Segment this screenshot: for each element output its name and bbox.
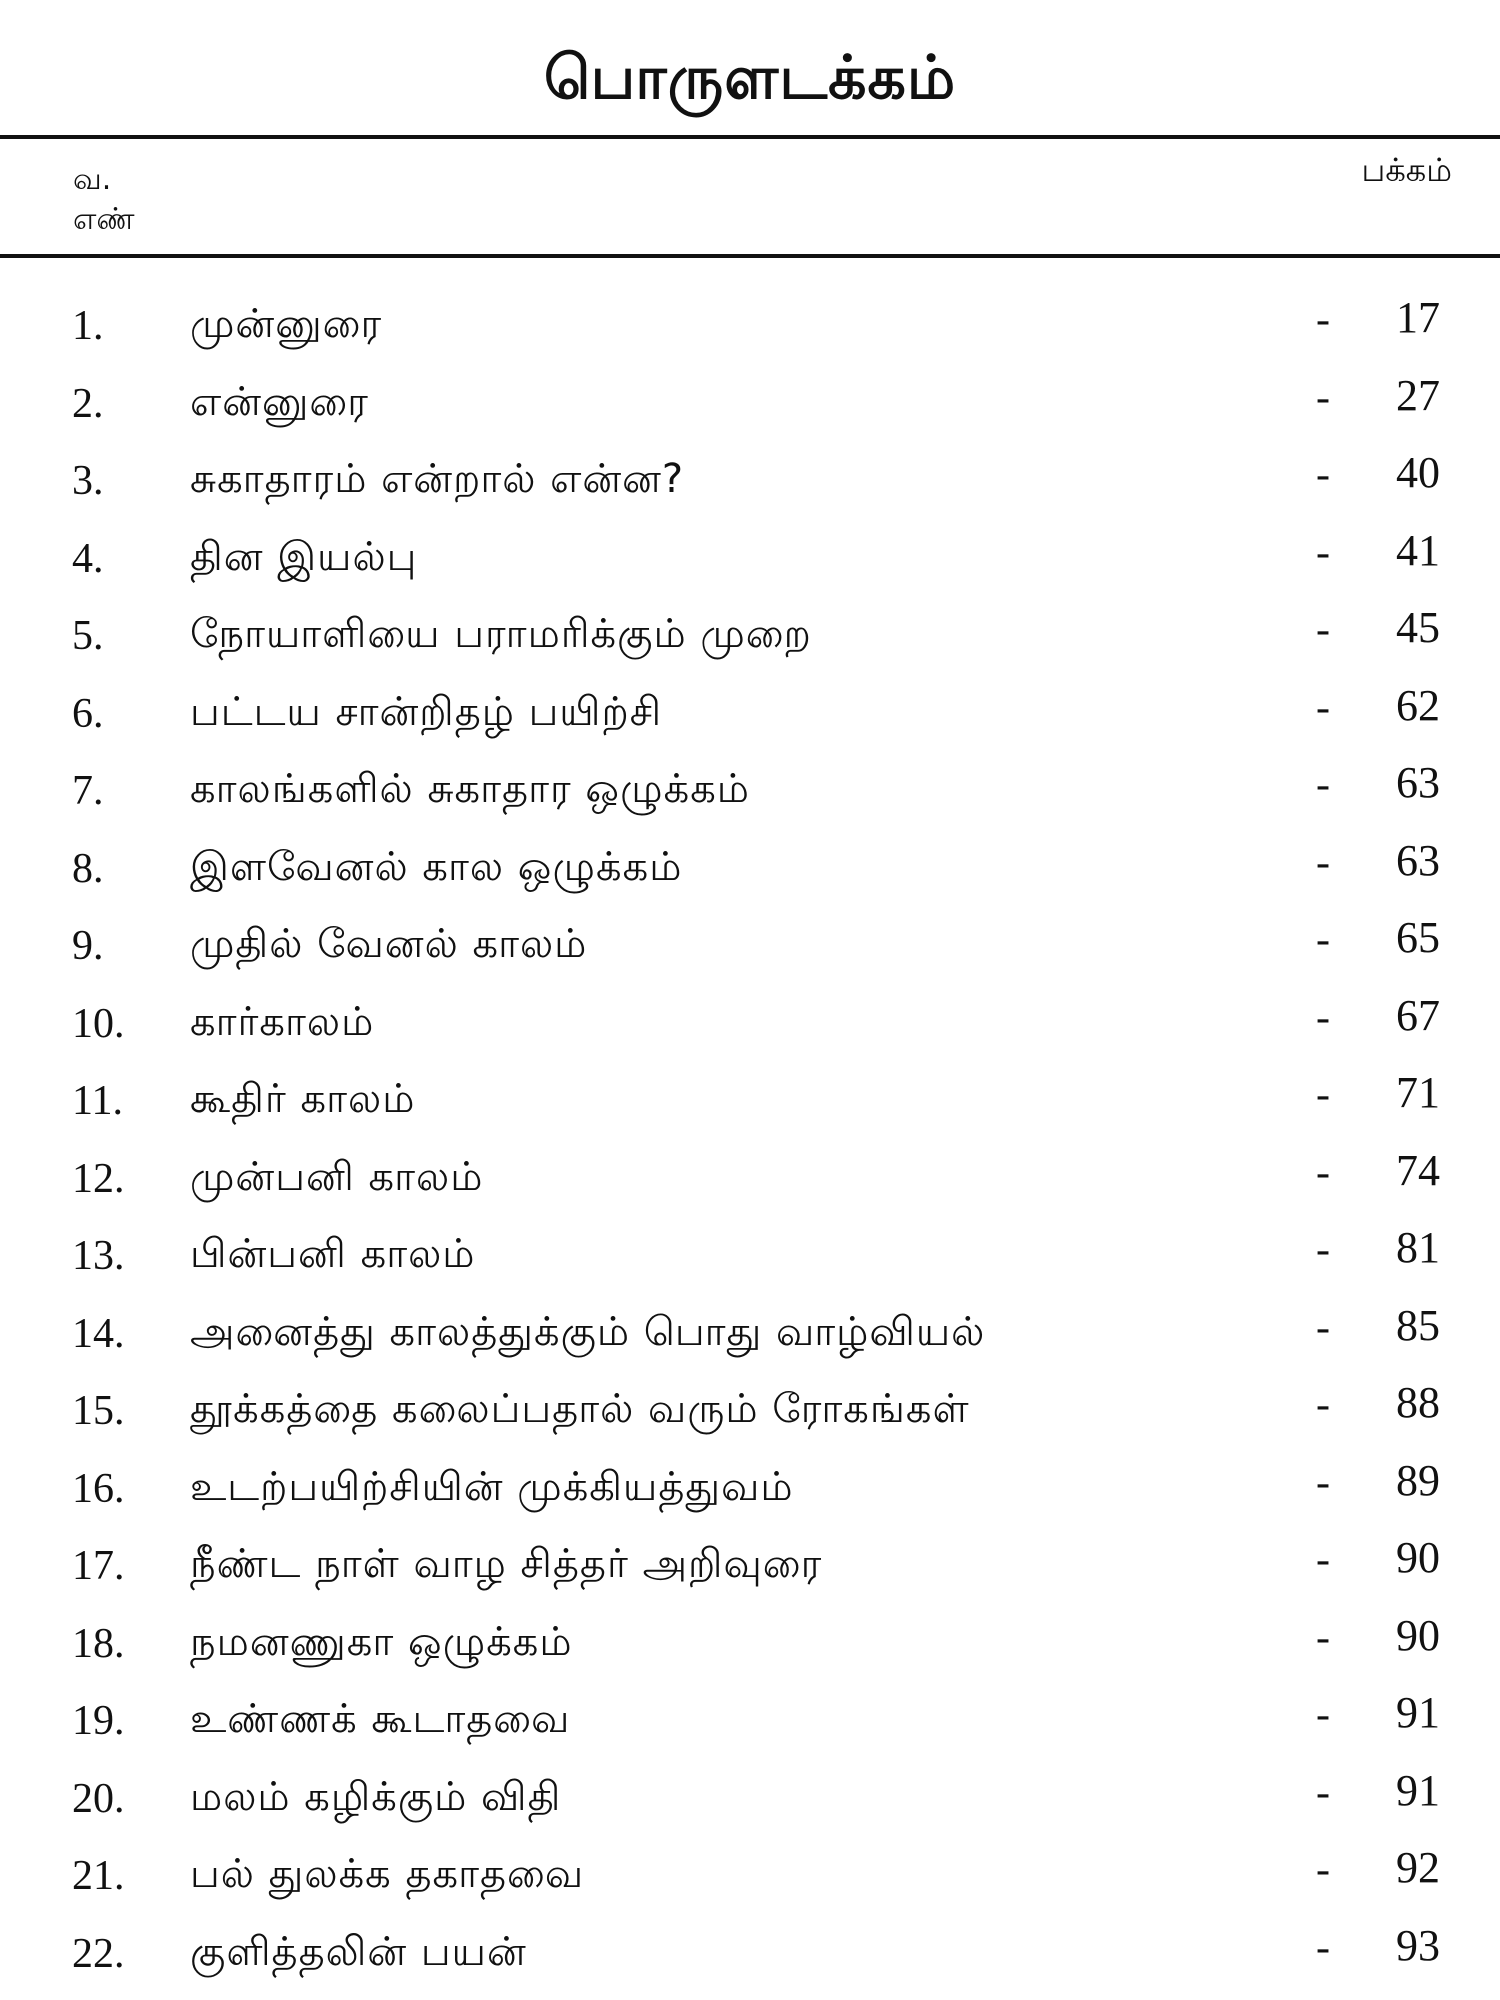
entry-page-number: 85 — [1396, 1300, 1440, 1350]
entry-number: 14. — [72, 1310, 125, 1357]
entry-separator: - — [1316, 374, 1330, 421]
toc-entry — [0, 366, 1500, 444]
entry-separator: - — [1316, 1459, 1330, 1506]
entry-title: தின இயல்பு — [190, 533, 418, 580]
entry-page-number: 89 — [1396, 1455, 1440, 1505]
entry-number: 19. — [72, 1698, 125, 1744]
entry-number: 15. — [72, 1388, 125, 1434]
entry-separator: - — [1316, 1149, 1330, 1196]
entry-title: முன்பனி காலம் — [190, 1153, 484, 1200]
entry-separator: - — [1316, 684, 1330, 731]
entry-title: உடற்பயிற்சியின் முக்கியத்துவம் — [190, 1463, 794, 1510]
entry-page-number: 91 — [1396, 1688, 1440, 1737]
serial-label-line1: வ. — [73, 162, 112, 197]
toc-entry — [0, 1141, 1500, 1219]
toc-entry — [0, 1373, 1500, 1451]
entry-number: 4. — [72, 535, 104, 582]
page-column-header: பக்கம் — [1361, 151, 1452, 189]
entry-number: 21. — [72, 1853, 125, 1899]
entry-page-number: 93 — [1396, 1920, 1440, 1970]
entry-page-number: 40 — [1396, 448, 1440, 497]
entry-page-number: 17 — [1396, 293, 1440, 342]
toc-entry — [0, 288, 1500, 366]
entry-page-number: 41 — [1396, 525, 1440, 575]
entry-separator: - — [1316, 917, 1330, 963]
toc-entry — [0, 1683, 1500, 1761]
entry-title: முதில் வேனல் காலம் — [190, 921, 588, 967]
toc-entry — [0, 753, 1500, 831]
entry-separator: - — [1316, 529, 1330, 576]
entry-page-number: 92 — [1396, 1843, 1440, 1892]
header-top-rule — [0, 135, 1500, 139]
entry-number: 16. — [72, 1465, 125, 1512]
entry-title: இளவேனல் கால ஒழுக்கம் — [190, 843, 683, 890]
toc-entry — [0, 1528, 1500, 1606]
entry-number: 5. — [72, 613, 104, 659]
entry-number: 1. — [72, 303, 104, 349]
entry-title: பல் துலக்க தகாதவை — [190, 1851, 585, 1897]
serial-label-line2: எண் — [73, 202, 135, 237]
toc-entry — [0, 598, 1500, 676]
serial-number-column-header — [73, 160, 135, 240]
entry-number: 10. — [72, 1000, 125, 1047]
entry-title: முன்னுரை — [190, 301, 383, 347]
header-bottom-rule — [0, 254, 1500, 258]
toc-entry — [0, 1296, 1500, 1374]
entry-separator: - — [1316, 607, 1330, 653]
entry-title: அனைத்து காலத்துக்கும் பொது வாழ்வியல் — [190, 1308, 986, 1355]
entry-page-number: 71 — [1396, 1068, 1440, 1117]
entry-separator: - — [1316, 762, 1330, 808]
entry-number: 17. — [72, 1543, 125, 1589]
page-title: பொருளடக்கம் — [543, 43, 957, 113]
entry-separator: - — [1316, 1924, 1330, 1971]
entry-page-number: 90 — [1396, 1533, 1440, 1582]
entry-title: பட்டய சான்றிதழ் பயிற்சி — [190, 688, 663, 735]
toc-entry — [0, 1606, 1500, 1684]
toc-entry — [0, 831, 1500, 909]
entry-separator: - — [1316, 839, 1330, 886]
table-of-contents — [0, 288, 1500, 1993]
entry-title: நமனணுகா ஒழுக்கம் — [190, 1618, 573, 1665]
entry-number: 7. — [72, 768, 104, 814]
entry-separator: - — [1316, 1382, 1330, 1428]
entry-page-number: 91 — [1396, 1765, 1440, 1815]
entry-title: உண்ணக் கூடாதவை — [190, 1696, 571, 1742]
entry-page-number: 45 — [1396, 603, 1440, 652]
entry-page-number: 81 — [1396, 1223, 1440, 1272]
entry-title: கார்காலம் — [190, 998, 375, 1045]
entry-number: 13. — [72, 1233, 125, 1279]
entry-title: சுகாதாரம் என்றால் என்ன? — [190, 456, 685, 502]
toc-entry — [0, 986, 1500, 1064]
entry-page-number: 63 — [1396, 758, 1440, 807]
entry-page-number: 74 — [1396, 1145, 1440, 1195]
entry-number: 9. — [72, 923, 104, 969]
entry-title: என்னுரை — [190, 378, 369, 425]
toc-entry — [0, 443, 1500, 521]
entry-number: 6. — [72, 690, 104, 737]
entry-separator: - — [1316, 1227, 1330, 1273]
toc-entry — [0, 1063, 1500, 1141]
entry-title: குளித்தலின் பயன் — [190, 1928, 527, 1975]
entry-number: 2. — [72, 380, 104, 427]
toc-entry — [0, 1916, 1500, 1994]
entry-title: தூக்கத்தை கலைப்பதால் வரும் ரோகங்கள் — [190, 1386, 970, 1432]
entry-number: 8. — [72, 845, 104, 892]
entry-page-number: 67 — [1396, 990, 1440, 1040]
entry-title: நீண்ட நாள் வாழ சித்தர் அறிவுரை — [190, 1541, 823, 1587]
toc-entry — [0, 676, 1500, 754]
entry-separator: - — [1316, 1692, 1330, 1738]
entry-separator: - — [1316, 452, 1330, 498]
entry-separator: - — [1316, 1304, 1330, 1351]
entry-separator: - — [1316, 1072, 1330, 1118]
entry-separator: - — [1316, 1769, 1330, 1816]
entry-page-number: 27 — [1396, 370, 1440, 420]
entry-title: பின்பனி காலம் — [190, 1231, 476, 1277]
entry-title: மலம் கழிக்கும் விதி — [190, 1773, 562, 1820]
toc-entry — [0, 908, 1500, 986]
entry-separator: - — [1316, 994, 1330, 1041]
entry-number: 22. — [72, 1930, 125, 1977]
entry-number: 3. — [72, 458, 104, 504]
entry-page-number: 63 — [1396, 835, 1440, 885]
entry-number: 12. — [72, 1155, 125, 1202]
entry-title: காலங்களில் சுகாதார ஒழுக்கம் — [190, 766, 750, 812]
entry-number: 20. — [72, 1775, 125, 1822]
entry-number: 18. — [72, 1620, 125, 1667]
entry-title: கூதிர் காலம் — [190, 1076, 416, 1122]
entry-separator: - — [1316, 1614, 1330, 1661]
entry-page-number: 88 — [1396, 1378, 1440, 1427]
entry-separator: - — [1316, 297, 1330, 343]
entry-page-number: 90 — [1396, 1610, 1440, 1660]
toc-entry — [0, 1761, 1500, 1839]
entry-page-number: 62 — [1396, 680, 1440, 730]
entry-separator: - — [1316, 1847, 1330, 1893]
toc-entry — [0, 521, 1500, 599]
toc-entry — [0, 1451, 1500, 1529]
toc-entry — [0, 1218, 1500, 1296]
entry-number: 11. — [72, 1078, 123, 1124]
entry-page-number: 65 — [1396, 913, 1440, 962]
entry-title: நோயாளியை பராமரிக்கும் முறை — [190, 611, 812, 657]
toc-entry — [0, 1838, 1500, 1916]
entry-separator: - — [1316, 1537, 1330, 1583]
